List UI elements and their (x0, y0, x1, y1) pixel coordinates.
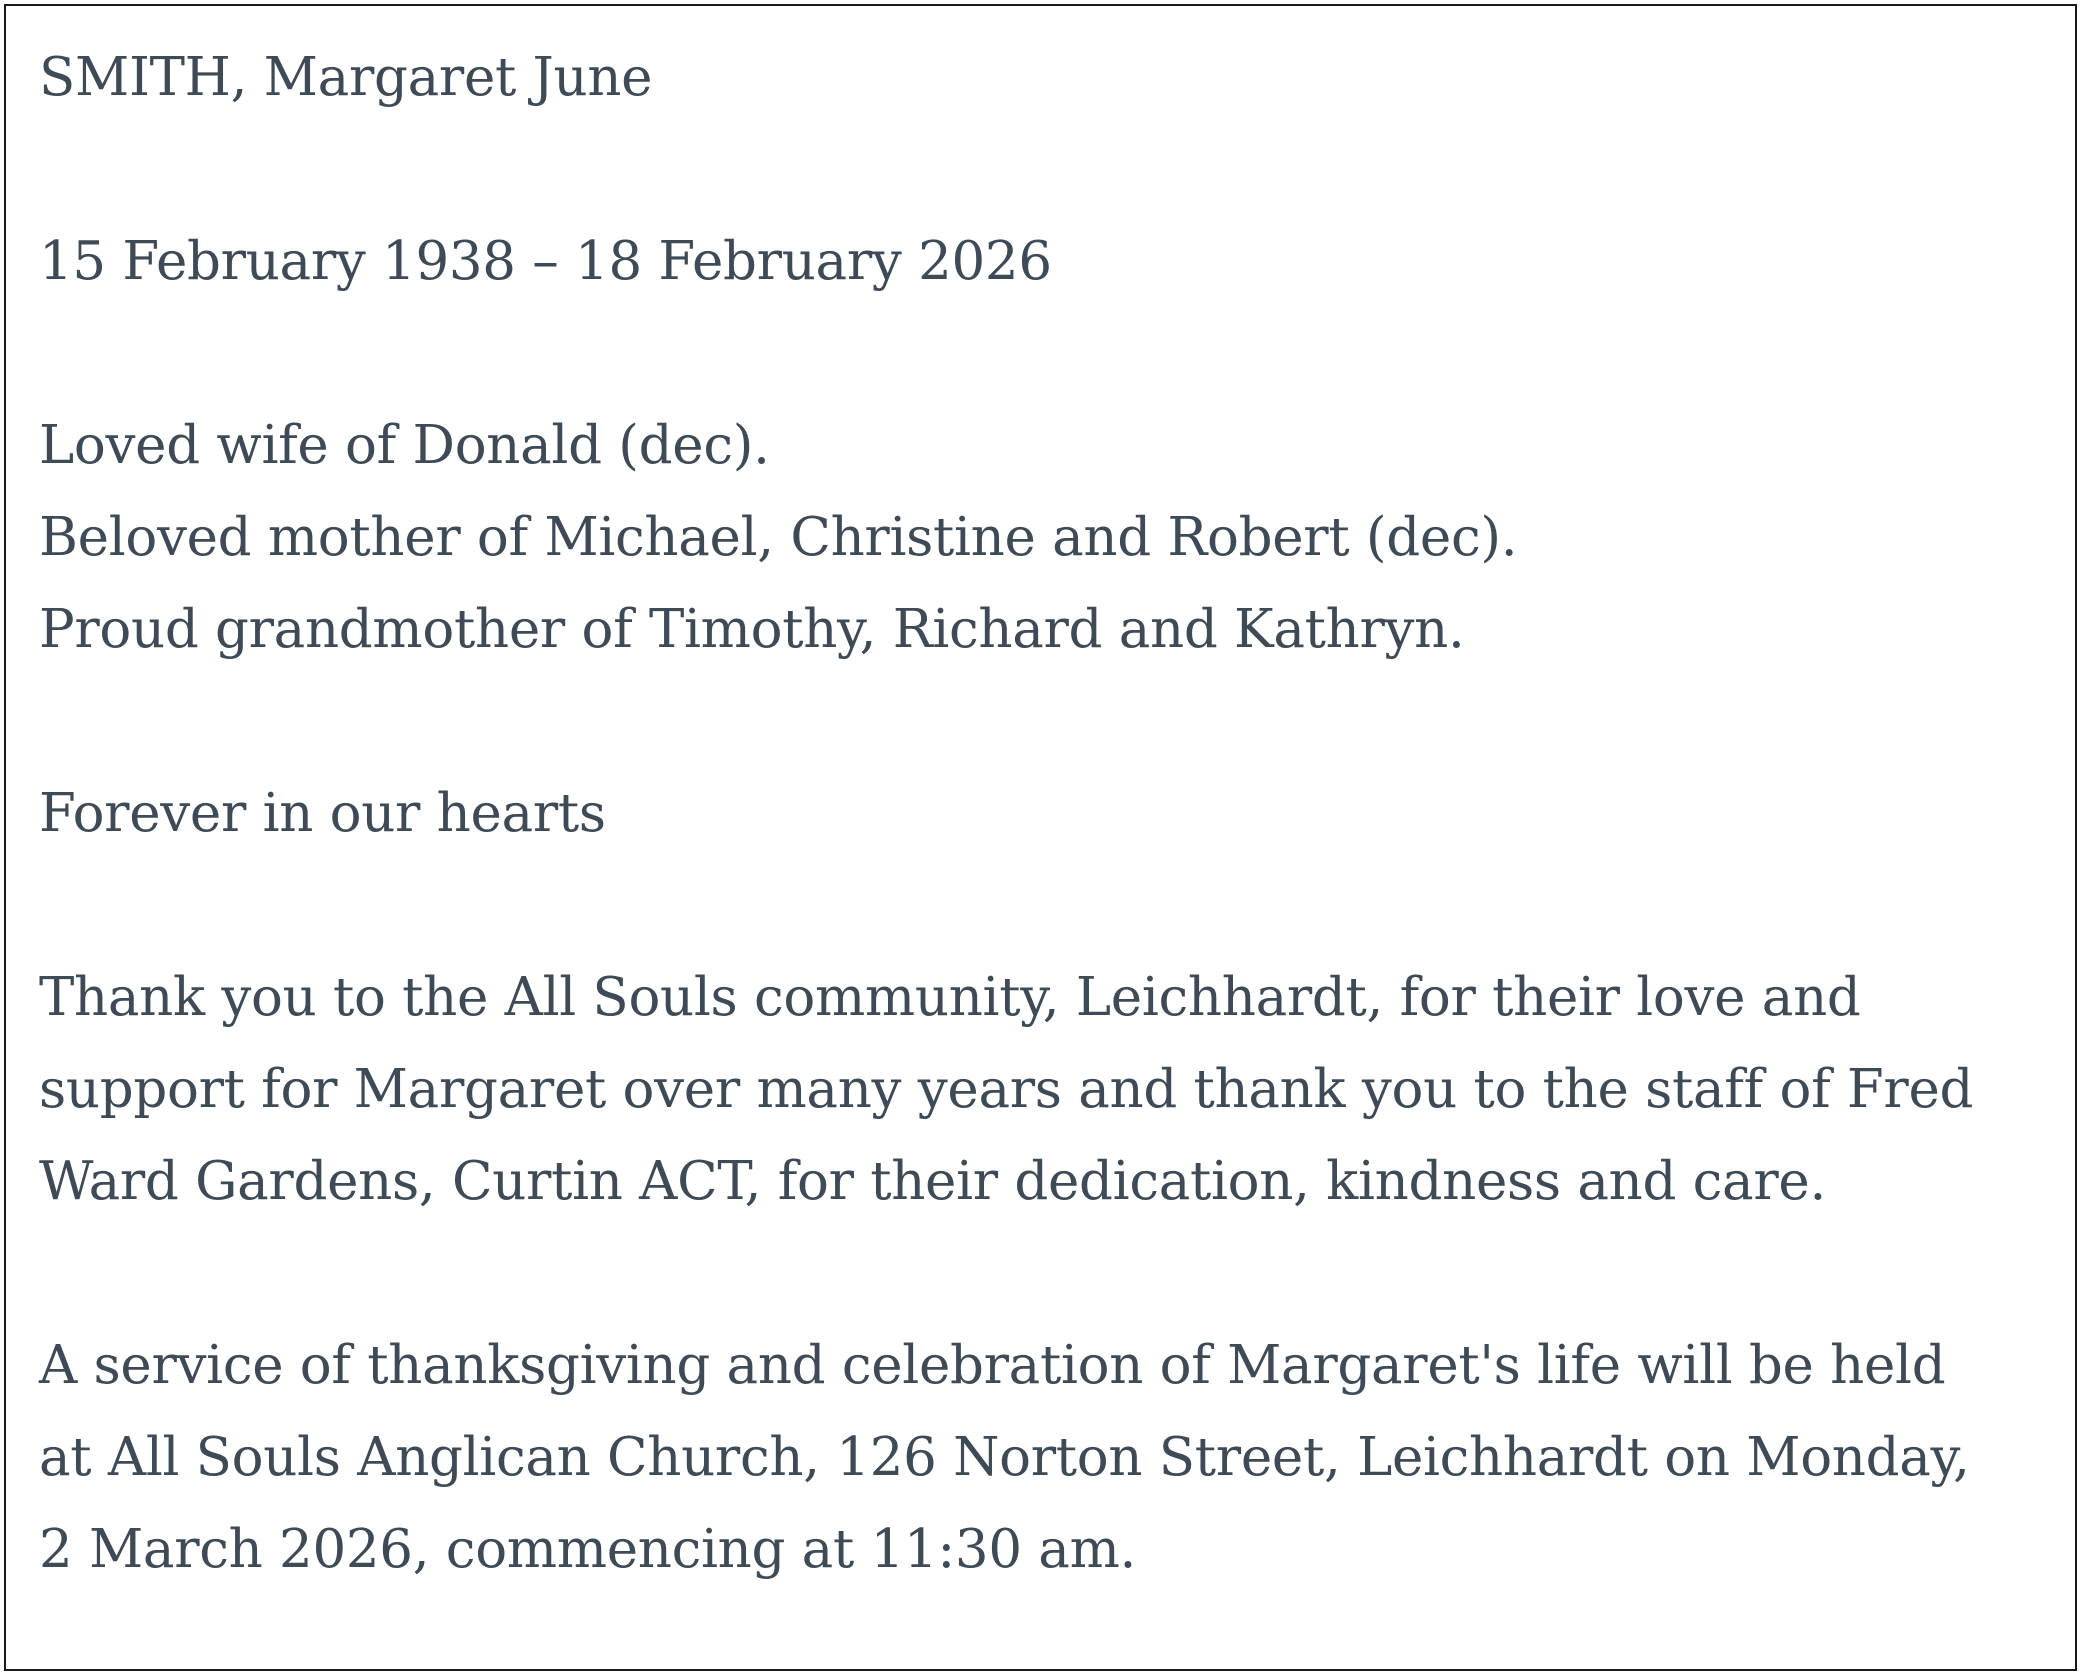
family-line-grandmother: Proud grandmother of Timothy, Richard and Kathryn. (39, 599, 1465, 660)
tribute-text: Forever in our hearts (39, 783, 606, 844)
service-line: at All Souls Anglican Church, 126 Norton Street, Leichhardt on Monday, (39, 1427, 1970, 1488)
family-line-wife: Loved wife of Donald (dec). (39, 415, 770, 476)
service-line: 2 March 2026, commencing at 11:30 am. (39, 1519, 1137, 1580)
thanks-line: Thank you to the All Souls community, Leichhardt, for their love and (39, 967, 1861, 1028)
thanks-line: support for Margaret over many years and thank you to the staff of Fred (39, 1059, 1974, 1120)
thanks-line: Ward Gardens, Curtin ACT, for their dedication, kindness and care. (39, 1151, 1826, 1212)
family-line-mother: Beloved mother of Michael, Christine and Robert (dec). (39, 507, 1518, 568)
spacer (39, 1228, 2055, 1320)
spacer (39, 308, 2055, 400)
notice-content (39, 32, 2055, 1596)
death-notice (4, 4, 2077, 1671)
spacer (39, 676, 2055, 768)
life-dates: 15 February 1938 – 18 February 2026 (39, 231, 1052, 292)
spacer (39, 860, 2055, 952)
deceased-name: SMITH, Margaret June (39, 47, 653, 108)
service-line: A service of thanksgiving and celebration of Margaret's life will be held (39, 1335, 1946, 1396)
spacer (39, 124, 2055, 216)
